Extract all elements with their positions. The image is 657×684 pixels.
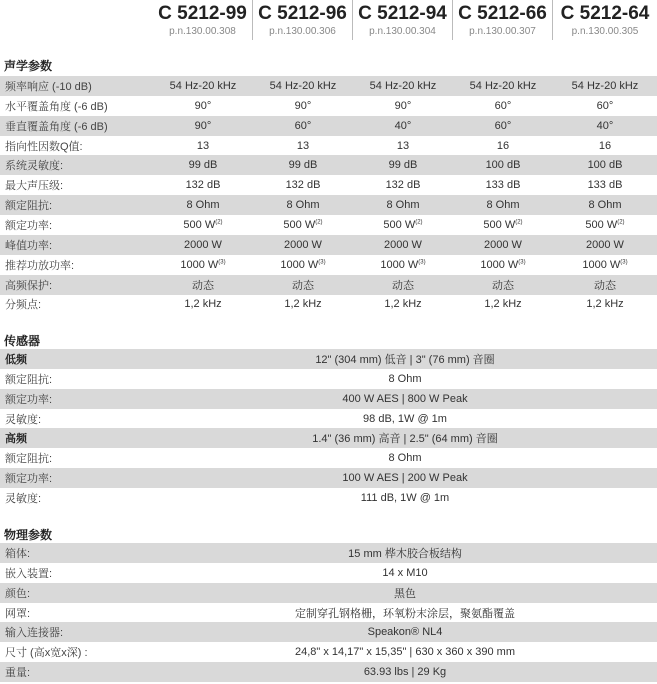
model-column-5 (553, 0, 657, 40)
cell-value: 2000 W (384, 238, 422, 251)
row-value: 400 W AES | 800 W Peak (342, 392, 468, 405)
cell-value: 动态 (594, 279, 616, 292)
table-cell (153, 298, 253, 310)
table-cell (353, 219, 453, 231)
table-cell (353, 120, 453, 132)
table-cell (153, 100, 253, 112)
table-cell (253, 159, 353, 171)
row-label: 推荐功放功率: (5, 259, 75, 272)
table-cell (153, 179, 253, 191)
cell-value: 500 W (585, 218, 618, 231)
row-label: 箱体: (5, 548, 31, 560)
table-row (0, 136, 657, 156)
row-value: 定制穿孔钢格栅，环氧粉末涂层，聚氨酯覆盖 (295, 607, 515, 620)
cell-value: 8 Ohm (186, 199, 220, 212)
cell-value: 1000 W (380, 258, 419, 271)
table-cell (353, 199, 453, 211)
table-cell (453, 239, 553, 251)
table-cell (453, 277, 553, 293)
cell-value: 60° (494, 119, 512, 132)
table-cell (453, 159, 553, 171)
table-cell (453, 100, 553, 112)
cell-value: 1000 W (280, 258, 319, 271)
table-cell (253, 120, 353, 132)
row-label: 最大声压级: (5, 180, 64, 193)
cell-value: 500 W (383, 218, 416, 231)
table-row (0, 96, 657, 116)
table-cell (153, 239, 253, 251)
cell-value: 90° (194, 119, 212, 132)
table-cell (253, 179, 353, 191)
table-cell (253, 277, 353, 293)
table-cell (153, 219, 253, 231)
row-value: 14 x M10 (382, 566, 428, 579)
table-row (0, 583, 657, 603)
table-cell (153, 80, 253, 92)
table-cell (353, 298, 453, 310)
table-row (0, 409, 657, 429)
table-cell (553, 259, 657, 271)
table-row (0, 389, 657, 409)
row-value: 100 W AES | 200 W Peak (342, 472, 468, 485)
row-label: 指向性因数Q值: (5, 140, 83, 153)
cell-value: 133 dB (485, 179, 521, 192)
model-column-2 (253, 0, 353, 40)
row-label: 频率响应 (-10 dB) (5, 81, 92, 93)
footnote-mark: (3) (218, 258, 226, 265)
table-row (0, 195, 657, 215)
table-cell (153, 259, 253, 271)
table-cell (353, 259, 453, 271)
table-row (0, 349, 657, 369)
cell-value: 13 (196, 139, 210, 152)
table-row (0, 642, 657, 662)
model-part-number: p.n.130.00.307 (469, 26, 536, 37)
cell-value: 动态 (392, 279, 414, 292)
cell-value: 动态 (192, 279, 214, 292)
row-label: 系统灵敏度: (5, 160, 64, 173)
cell-value: 8 Ohm (588, 199, 622, 212)
table-cell (253, 259, 353, 271)
row-value: 15 mm 桦木胶合板结构 (348, 548, 462, 560)
row-value: 8 Ohm (388, 372, 422, 385)
row-label: 额定阻抗: (5, 453, 53, 466)
footnote-mark: (2) (415, 219, 423, 226)
row-label: 高频保护: (5, 279, 53, 292)
footnote-mark: (3) (418, 258, 426, 265)
cell-value: 100 dB (485, 159, 521, 172)
cell-value: 1,2 kHz (586, 298, 624, 311)
cell-value: 99 dB (188, 159, 218, 172)
table-cell (553, 159, 657, 171)
table-cell (153, 199, 253, 211)
table-row (0, 622, 657, 642)
cell-value: 132 dB (185, 179, 221, 192)
table-cell (153, 277, 253, 293)
footnote-mark: (2) (315, 219, 323, 226)
model-name: C 5212-66 (458, 3, 547, 24)
table-cell (553, 120, 657, 132)
table-cell (353, 100, 453, 112)
model-part-number: p.n.130.00.304 (369, 26, 436, 37)
table-row (0, 255, 657, 275)
model-name: C 5212-94 (358, 3, 447, 24)
table-cell (253, 100, 353, 112)
cell-value: 132 dB (385, 179, 421, 192)
table-cell (453, 259, 553, 271)
model-column-1 (153, 0, 253, 40)
row-label: 峰值功率: (5, 239, 53, 252)
cell-value: 90° (394, 99, 412, 112)
row-value: 98 dB, 1W @ 1m (363, 412, 447, 425)
cell-value: 2000 W (284, 238, 322, 251)
table-row (0, 294, 657, 314)
model-part-number: p.n.130.00.308 (169, 26, 236, 37)
table-cell (453, 120, 553, 132)
table-cell (553, 140, 657, 152)
cell-value: 54 Hz-20 kHz (571, 80, 639, 92)
footnote-mark: (3) (318, 258, 326, 265)
table-cell (253, 199, 353, 211)
row-label: 重量: (5, 667, 31, 680)
cell-value: 132 dB (285, 179, 321, 192)
table-cell (553, 298, 657, 310)
table-cell (453, 298, 553, 310)
row-label: 分频点: (5, 299, 42, 312)
cell-value: 54 Hz-20 kHz (469, 80, 537, 92)
cell-value: 2000 W (586, 238, 624, 251)
cell-value: 60° (494, 99, 512, 112)
table-row (0, 488, 657, 508)
table-cell (453, 80, 553, 92)
table-cell (553, 199, 657, 211)
row-label: 垂直覆盖角度 (-6 dB) (5, 120, 108, 133)
row-label: 嵌入装置: (5, 567, 53, 580)
cell-value: 60° (294, 119, 312, 132)
table-row (0, 275, 657, 295)
row-label: 输入连接器: (5, 627, 64, 640)
cell-value: 500 W (283, 218, 316, 231)
table-cell (553, 100, 657, 112)
cell-value: 1000 W (180, 258, 219, 271)
table-cell (153, 159, 253, 171)
row-label: 水平覆盖角度 (-6 dB) (5, 100, 108, 113)
footnote-mark: (2) (617, 219, 625, 226)
model-header (153, 0, 657, 40)
cell-value: 40° (394, 119, 412, 132)
cell-value: 动态 (292, 279, 314, 292)
table-cell (553, 239, 657, 251)
row-value: 24,8" x 14,17" x 15,35" | 630 x 360 x 390 mm (294, 646, 516, 659)
model-name: C 5212-99 (158, 3, 247, 24)
table-row (0, 215, 657, 235)
table-cell (453, 199, 553, 211)
row-label: 灵敏度: (5, 492, 42, 505)
table-cell (353, 239, 453, 251)
section-title-transducers: 传感器 (4, 334, 41, 348)
table-row (0, 448, 657, 468)
table-cell (353, 179, 453, 191)
table-cell (453, 179, 553, 191)
cell-value: 1,2 kHz (484, 298, 522, 311)
table-row (0, 563, 657, 583)
row-label: 低频 (5, 354, 27, 366)
table-cell (553, 80, 657, 92)
table-row (0, 369, 657, 389)
row-label: 额定阻抗: (5, 200, 53, 213)
cell-value: 1000 W (480, 258, 519, 271)
table-row (0, 428, 657, 448)
cell-value: 1000 W (582, 258, 621, 271)
table-cell (553, 179, 657, 191)
section-title-physical: 物理参数 (4, 528, 53, 542)
table-row (0, 175, 657, 195)
cell-value: 13 (396, 139, 410, 152)
table-row (0, 116, 657, 136)
row-label: 尺寸 (高x宽x深) : (5, 647, 88, 660)
row-label: 网罩: (5, 607, 31, 620)
table-row (0, 235, 657, 255)
model-column-4 (453, 0, 553, 40)
table-row (0, 155, 657, 175)
cell-value: 2000 W (184, 238, 222, 251)
cell-value: 40° (596, 119, 614, 132)
row-label: 高频 (5, 433, 27, 446)
row-label: 额定功率: (5, 393, 53, 406)
row-value: 111 dB, 1W @ 1m (360, 491, 450, 504)
row-value: 8 Ohm (388, 452, 422, 465)
table-cell (153, 120, 253, 132)
model-name: C 5212-64 (560, 3, 650, 24)
table-cell (253, 239, 353, 251)
row-value: Speakon® NL4 (367, 626, 443, 639)
table-cell (253, 140, 353, 152)
row-label: 灵敏度: (5, 413, 42, 426)
model-part-number: p.n.130.00.306 (269, 26, 336, 37)
table-cell (253, 80, 353, 92)
cell-value: 90° (294, 99, 312, 112)
row-value: 黑色 (394, 587, 416, 600)
table-cell (353, 159, 453, 171)
cell-value: 13 (296, 139, 310, 152)
cell-value: 100 dB (587, 159, 623, 172)
footnote-mark: (3) (620, 258, 628, 265)
table-cell (153, 140, 253, 152)
cell-value: 动态 (492, 279, 514, 292)
table-row (0, 603, 657, 623)
footnote-mark: (2) (215, 219, 223, 226)
table-row (0, 468, 657, 488)
cell-value: 500 W (483, 218, 516, 231)
cell-value: 1,2 kHz (184, 298, 222, 311)
footnote-mark: (2) (515, 219, 523, 226)
table-cell (453, 219, 553, 231)
row-value: 63.93 lbs | 29 Kg (363, 666, 447, 679)
table-cell (553, 219, 657, 231)
cell-value: 99 dB (288, 159, 318, 172)
cell-value: 54 Hz-20 kHz (169, 80, 237, 92)
cell-value: 90° (194, 99, 212, 112)
cell-value: 8 Ohm (386, 199, 420, 212)
cell-value: 60° (596, 99, 614, 112)
model-part-number: p.n.130.00.305 (571, 26, 639, 37)
row-label: 额定阻抗: (5, 373, 53, 386)
table-cell (353, 140, 453, 152)
cell-value: 16 (496, 139, 510, 152)
cell-value: 8 Ohm (486, 199, 520, 212)
table-cell (353, 277, 453, 293)
cell-value: 1,2 kHz (284, 298, 322, 311)
section-title-acoustic: 声学参数 (4, 59, 53, 73)
row-label: 额定功率: (5, 473, 53, 486)
cell-value: 2000 W (484, 238, 522, 251)
cell-value: 1,2 kHz (384, 298, 422, 311)
table-cell (253, 219, 353, 231)
footnote-mark: (3) (518, 258, 526, 265)
cell-value: 8 Ohm (286, 199, 320, 212)
table-row (0, 662, 657, 682)
table-cell (553, 277, 657, 293)
cell-value: 500 W (183, 218, 216, 231)
table-cell (453, 140, 553, 152)
row-value: 1.4" (36 mm) 高音 | 2.5" (64 mm) 音圈 (312, 433, 498, 446)
model-column-3 (353, 0, 453, 40)
cell-value: 99 dB (388, 159, 418, 172)
table-row (0, 543, 657, 563)
table-cell (353, 80, 453, 92)
cell-value: 133 dB (587, 179, 623, 192)
table-row (0, 76, 657, 96)
cell-value: 54 Hz-20 kHz (269, 80, 337, 92)
cell-value: 54 Hz-20 kHz (369, 80, 437, 92)
cell-value: 16 (598, 139, 612, 152)
table-cell (253, 298, 353, 310)
row-label: 颜色: (5, 587, 31, 600)
row-label: 额定功率: (5, 219, 53, 232)
row-value: 12" (304 mm) 低音 | 3" (76 mm) 音圈 (315, 354, 495, 366)
model-name: C 5212-96 (258, 3, 347, 24)
